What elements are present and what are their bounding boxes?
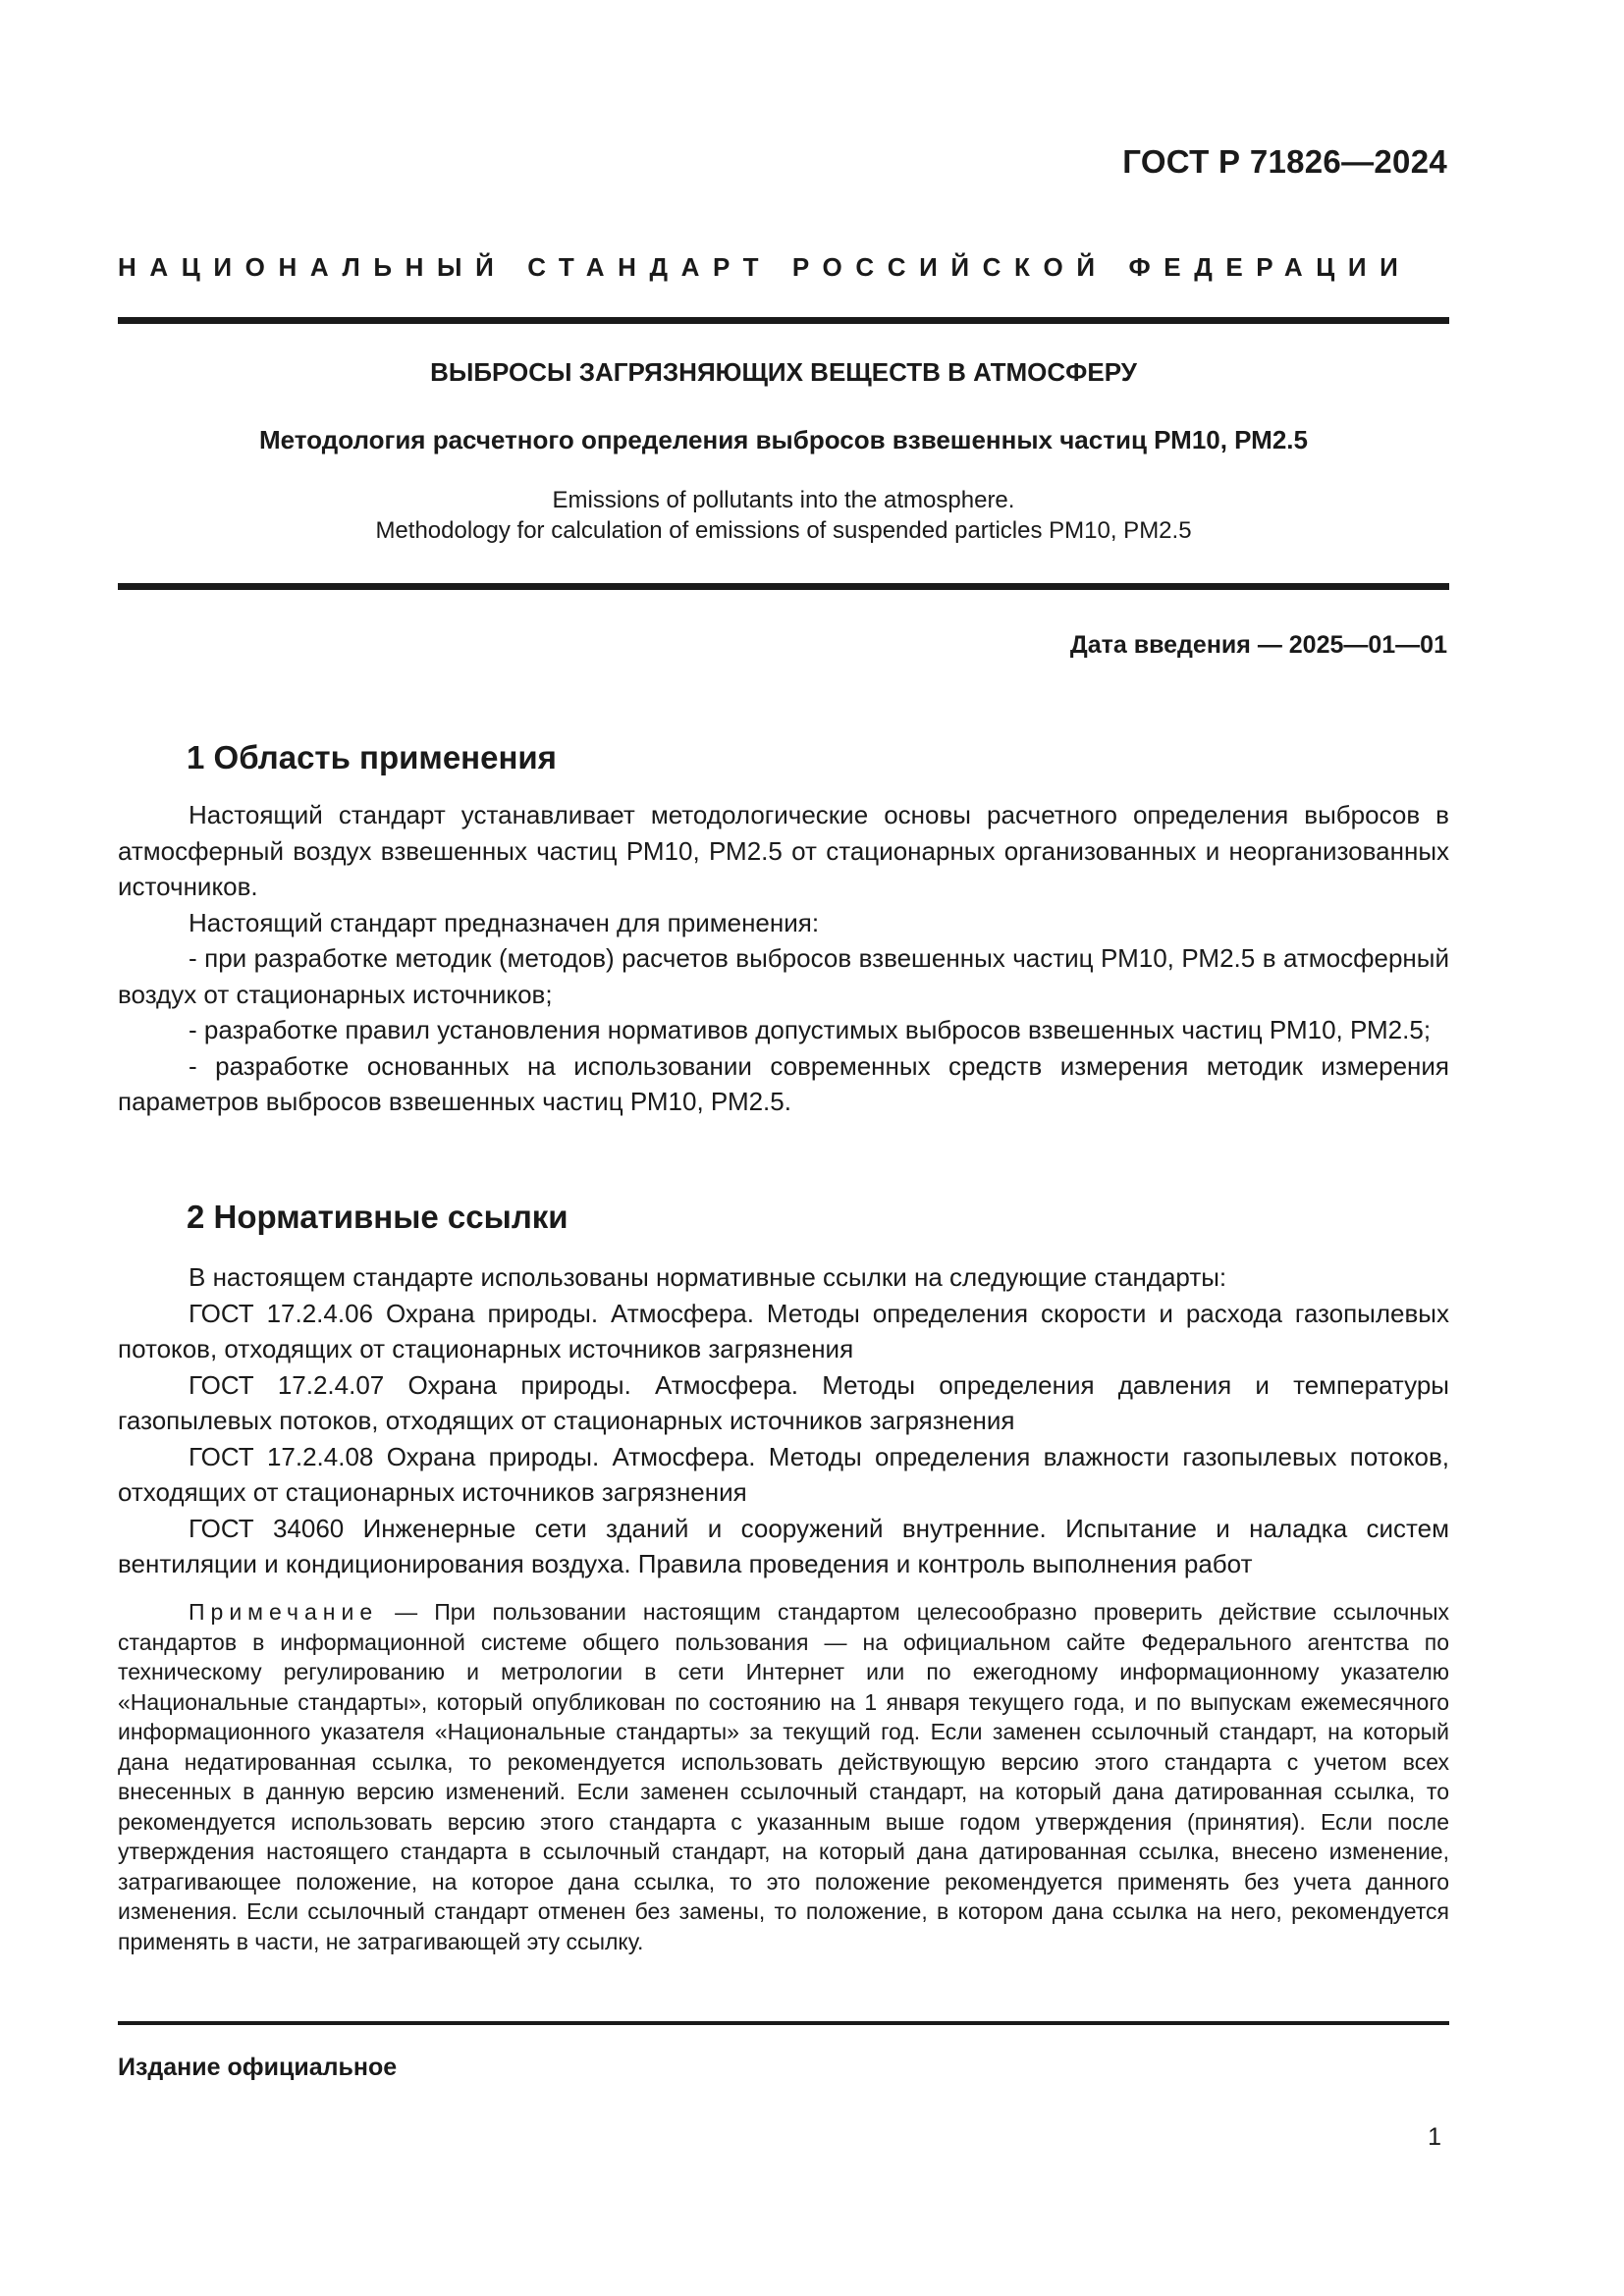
list-item: - разработке основанных на использовании современных средств измерения методик измерения параметров выбросов взвешенных частиц РМ10, РМ2.5.: [118, 1050, 1449, 1116]
note-block: [118, 1597, 1449, 1956]
document-title: ВЫБРОСЫ ЗАГРЯЗНЯЮЩИХ ВЕЩЕСТВ В АТМОСФЕРУ: [430, 357, 1137, 387]
document-id: ГОСТ Р 71826—2024: [1122, 143, 1447, 180]
section-1-heading: 1 Область применения: [187, 739, 557, 775]
section-2-paragraph: В настоящем стандарте использованы нормативные ссылки на следующие стандарты:: [189, 1262, 1227, 1292]
official-edition-label: Издание официальное: [118, 2054, 398, 2081]
list-item: - разработке правил установления нормативов допустимых выбросов взвешенных частиц РМ10, РМ2.5;: [189, 1015, 1432, 1044]
reference-item: ГОСТ 34060 Инженерные сети зданий и сооружений внутренние. Испытание и наладка систем вентиляции и кондиционирования воздуха. Правила проведения и контроль выполнения работ: [118, 1513, 1449, 1578]
note-text: — При пользовании настоящим стандартом целесообразно проверить действие ссылочных стандартов в информационной системе общего пользования — на официальном сайте Федерального агентства по техническому регулированию и метрологии в сети Интернет или по ежегодному информационному указателю «Национальные стандарты», который опубликован по состоянию на 1 января текущего года, и по выпускам ежемесячного информационного указателя «Национальные стандарты» за текущий год. Если заменен ссылочный стандарт, на который дана недатированная ссылка, то рекомендуется использовать действующую версию этого стандарта с учетом всех внесенных в данную версию изменений. Если заменен ссылочный стандарт, на который дана датированная ссылка, то рекомендуется использовать версию этого стандарта с указанным выше годом утверждения (принятия). Если после утверждения настоящего стандарта в ссылочный стандарт, на который дана датированная ссылка, внесено изменение, затрагивающее положение, на которое дана ссылка, то это положение рекомендуется применять без учета данного изменения. Если ссылочный стандарт отменен без замены, то положение, в котором дана ссылка на него, рекомендуется применять в части, не затрагивающей эту ссылку.: [118, 1599, 1449, 1954]
reference-item: ГОСТ 17.2.4.07 Охрана природы. Атмосфера. Методы определения давления и температуры газопылевых потоков, отходящих от стационарных источников загрязнения: [118, 1369, 1449, 1435]
section-1-body: [118, 797, 1449, 1120]
list-item: - при разработке методик (методов) расчетов выбросов взвешенных частиц РМ10, РМ2.5 в атмосферный воздух от стационарных источников;: [118, 943, 1449, 1009]
introduction-date: Дата введения — 2025—01—01: [1069, 631, 1447, 659]
reference-item: ГОСТ 17.2.4.06 Охрана природы. Атмосфера. Методы определения скорости и расхода газопылевых потоков, отходящих от стационарных источников загрязнения: [118, 1298, 1449, 1363]
reference-item: ГОСТ 17.2.4.08 Охрана природы. Атмосфера. Методы определения влажности газопылевых потоков, отходящих от стационарных источников загрязнения: [118, 1441, 1449, 1507]
section-2-heading: 2 Нормативные ссылки: [187, 1199, 568, 1235]
section-1-paragraph: Настоящий стандарт устанавливает методологические основы расчетного определения выбросов в атмосферный воздух взвешенных частиц РМ10, РМ2.5 от стационарных организованных и неорганизованных источников.: [118, 800, 1449, 901]
english-title-line-1: Emissions of pollutants into the atmosphere.: [552, 487, 1015, 513]
title-divider: [118, 583, 1449, 590]
footer-divider: [118, 2021, 1449, 2025]
note-label: Примечание: [189, 1599, 379, 1625]
english-title-line-2: Methodology for calculation of emissions of suspended particles PM10, PM2.5: [375, 517, 1192, 544]
national-standard-banner: НАЦИОНАЛЬНЫЙ СТАНДАРТ РОССИЙСКОЙ ФЕДЕРАЦИИ: [118, 252, 1412, 282]
page-number: 1: [1428, 2123, 1441, 2151]
section-1-paragraph: Настоящий стандарт предназначен для применения:: [189, 907, 820, 937]
section-2-body: [118, 1259, 1449, 1582]
english-title: [118, 485, 1449, 546]
top-divider: [118, 317, 1449, 324]
document-subtitle: Методология расчетного определения выбросов взвешенных частиц РМ10, РМ2.5: [259, 425, 1308, 454]
